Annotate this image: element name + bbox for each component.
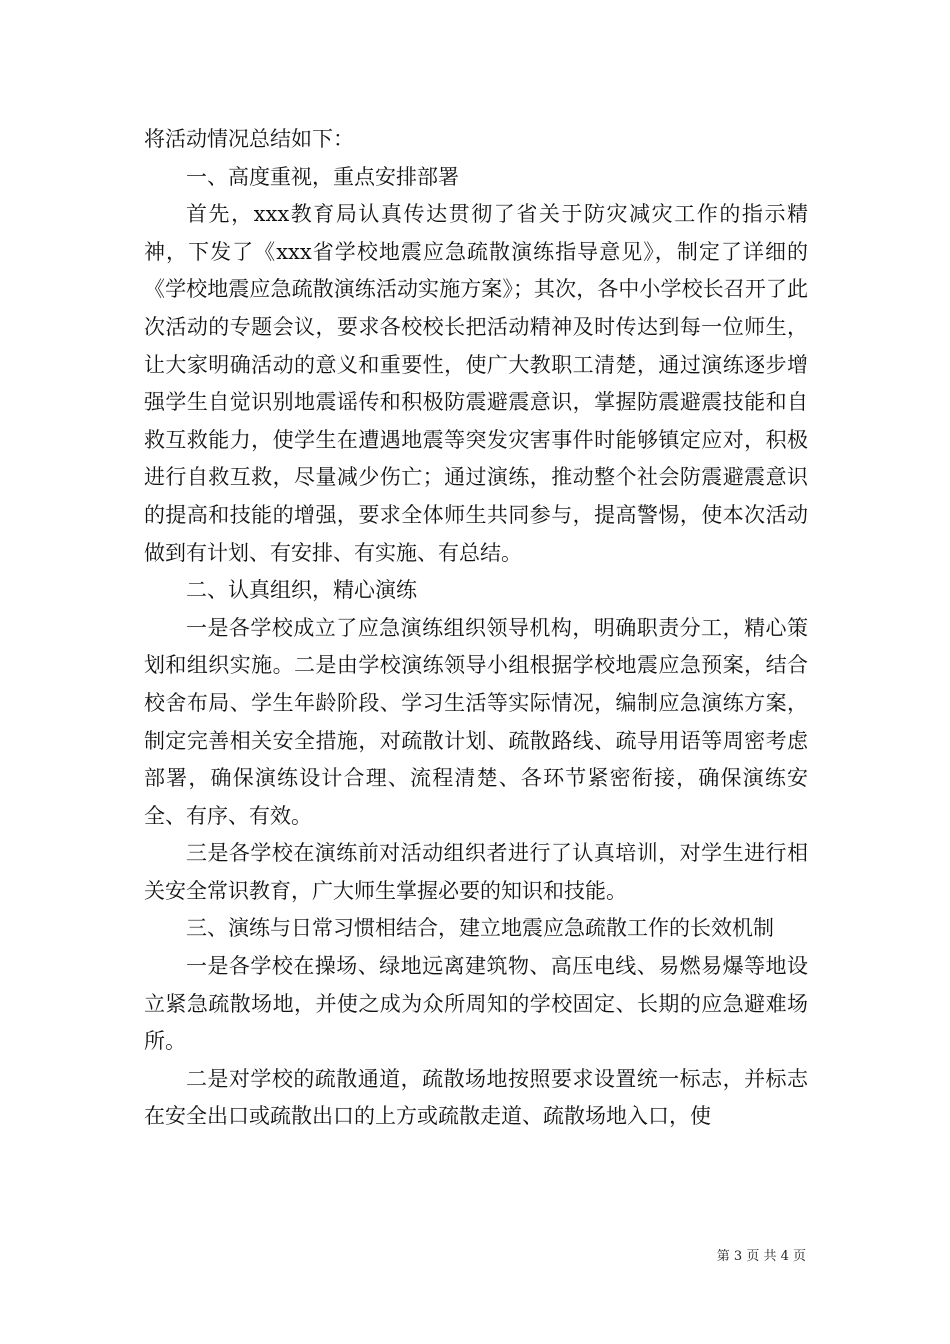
section-heading-3: 三、演练与日常习惯相结合，建立地震应急疏散工作的长效机制	[186, 916, 774, 941]
paragraph-intro: 将活动情况总结如下：	[144, 127, 354, 151]
paragraph-section-1: 首先，xxx教育局认真传达贯彻了省关于防灾减灾工作的指示精神，下发了《xxx省学校地震应急疏散演练指导意见》，制定了详细的《学校地震应急疏散演练活动实施方案》；其次，各中小学校长召开了此次活动的专题会议，要求各校校长把活动精神及时传达到每一位师生，让大家明确活动的意义和重要性，使广大教职工清楚，通过演练逐步增强学生自觉识别地震谣传和积极防震避震意识，掌握防震避震技能和自救互救能力，使学生在遭遇地震等突发灾害事件时能够镇定应对，积极进行自救互救，尽量减少伤亡；通过演练，推动整个社会防震避震意识的提高和技能的增强，要求全体师生共同参与，提高警惕，使本次活动做到有计划、有安排、有实施、有总结。	[144, 202, 808, 565]
paragraph-section-3-b: 二是对学校的疏散通道，疏散场地按照要求设置统一标志，并标志在安全出口或疏散出口的上方或疏散走道、疏散场地入口，使	[144, 1066, 808, 1129]
section-heading-2: 二、认真组织，精心演练	[186, 578, 417, 603]
document-body	[144, 121, 808, 1136]
section-heading-1: 一、高度重视，重点安排部署	[186, 164, 459, 189]
page-number: 第 3 页 共 4 页	[716, 1249, 806, 1264]
paragraph-section-2-a: 一是各学校成立了应急演练组织领导机构，明确职责分工，精心策划和组织实施。二是由学校演练领导小组根据学校地震应急预案，结合校舍布局、学生年龄阶段、学习生活等实际情况，编制应急演练方案，制定完善相关安全措施，对疏散计划、疏散路线、疏导用语等周密考虑部署，确保演练设计合理、流程清楚、各环节紧密衔接，确保演练安全、有序、有效。	[144, 615, 808, 828]
paragraph-section-2-b: 三是各学校在演练前对活动组织者进行了认真培训，对学生进行相关安全常识教育，广大师生掌握必要的知识和技能。	[144, 841, 808, 903]
paragraph-section-3-a: 一是各学校在操场、绿地远离建筑物、高压电线、易燃易爆等地设立紧急疏散场地，并使之成为众所周知的学校固定、长期的应急避难场所。	[144, 954, 808, 1054]
